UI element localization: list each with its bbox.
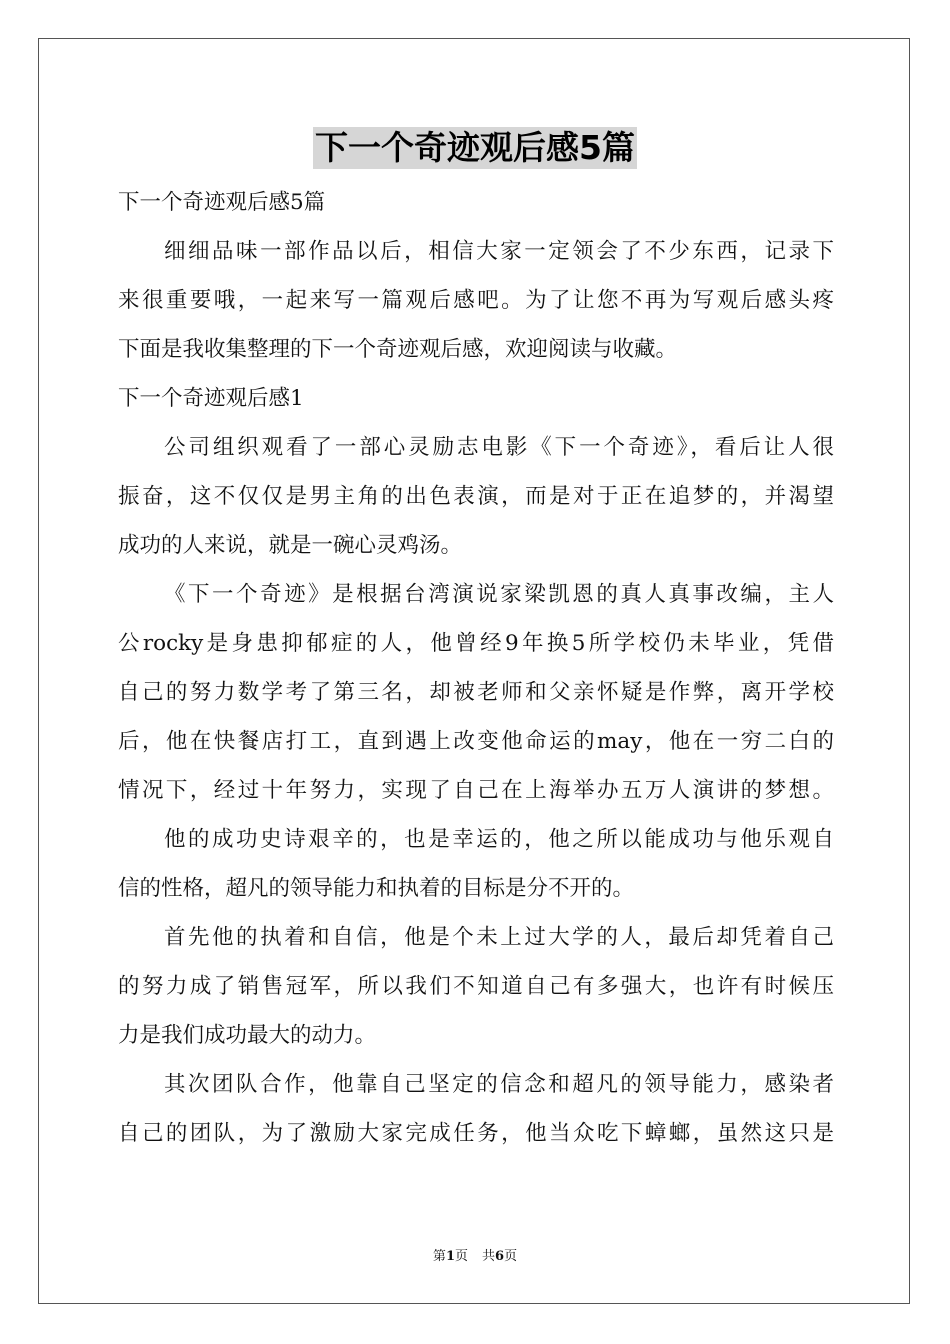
title-area: [0, 127, 950, 169]
text-line: 《下一个奇迹》是根据台湾演说家梁凯恩的真人真事改编，主人: [164, 582, 834, 607]
text-line: 情况下，经过十年努力，实现了自己在上海举办五万人演讲的梦想。: [118, 778, 834, 803]
text-line: 公司组织观看了一部心灵励志电影《下一个奇迹》，看后让人很: [164, 435, 834, 460]
page-prefix: 第: [432, 1249, 446, 1264]
total-pages: 6: [495, 1249, 505, 1264]
total-prefix: 共: [482, 1249, 496, 1264]
page-footer: [0, 1245, 950, 1264]
text-line: 后，他在快餐店打工，直到遇上改变他命运的may，他在一穷二白的: [118, 729, 834, 754]
page-suffix: 页: [454, 1249, 468, 1264]
text-line: 自己的努力数学考了第三名，却被老师和父亲怀疑是作弊，离开学校: [118, 680, 834, 705]
document-title: 下一个奇迹观后感5篇: [315, 128, 635, 167]
text-line: 的努力成了销售冠军，所以我们不知道自己有多强大，也许有时候压: [118, 974, 834, 999]
text-line: 来很重要哦，一起来写一篇观后感吧。为了让您不再为写观后感头疼: [118, 288, 834, 313]
text-line: 下一个奇迹观后感1: [118, 386, 304, 411]
text-line: 首先他的执着和自信，他是个未上过大学的人，最后却凭着自己: [164, 925, 834, 950]
page-number: 1: [445, 1249, 455, 1264]
text-line: 他的成功史诗艰辛的，也是幸运的，他之所以能成功与他乐观自: [164, 827, 834, 852]
text-line: 其次团队合作，他靠自己坚定的信念和超凡的领导能力，感染者: [164, 1072, 834, 1097]
text-line: 信的性格，超凡的领导能力和执着的目标是分不开的。: [118, 876, 635, 901]
document-body: [118, 178, 834, 1158]
text-line: 成功的人来说，就是一碗心灵鸡汤。: [118, 533, 463, 558]
text-line: 下面是我收集整理的下一个奇迹观后感，欢迎阅读与收藏。: [118, 337, 678, 362]
text-line: 力是我们成功最大的动力。: [118, 1023, 377, 1048]
text-line: 振奋，这不仅仅是男主角的出色表演，而是对于正在追梦的，并渴望: [118, 484, 834, 509]
text-line: 自己的团队，为了激励大家完成任务，他当众吃下蟑螂，虽然这只是: [118, 1121, 834, 1146]
text-line: 公rocky是身患抑郁症的人，他曾经9年换5所学校仍未毕业，凭借: [118, 631, 834, 656]
text-line: 下一个奇迹观后感5篇: [118, 190, 326, 215]
total-suffix: 页: [504, 1249, 518, 1264]
text-line: 细细品味一部作品以后，相信大家一定领会了不少东西，记录下: [164, 239, 834, 264]
